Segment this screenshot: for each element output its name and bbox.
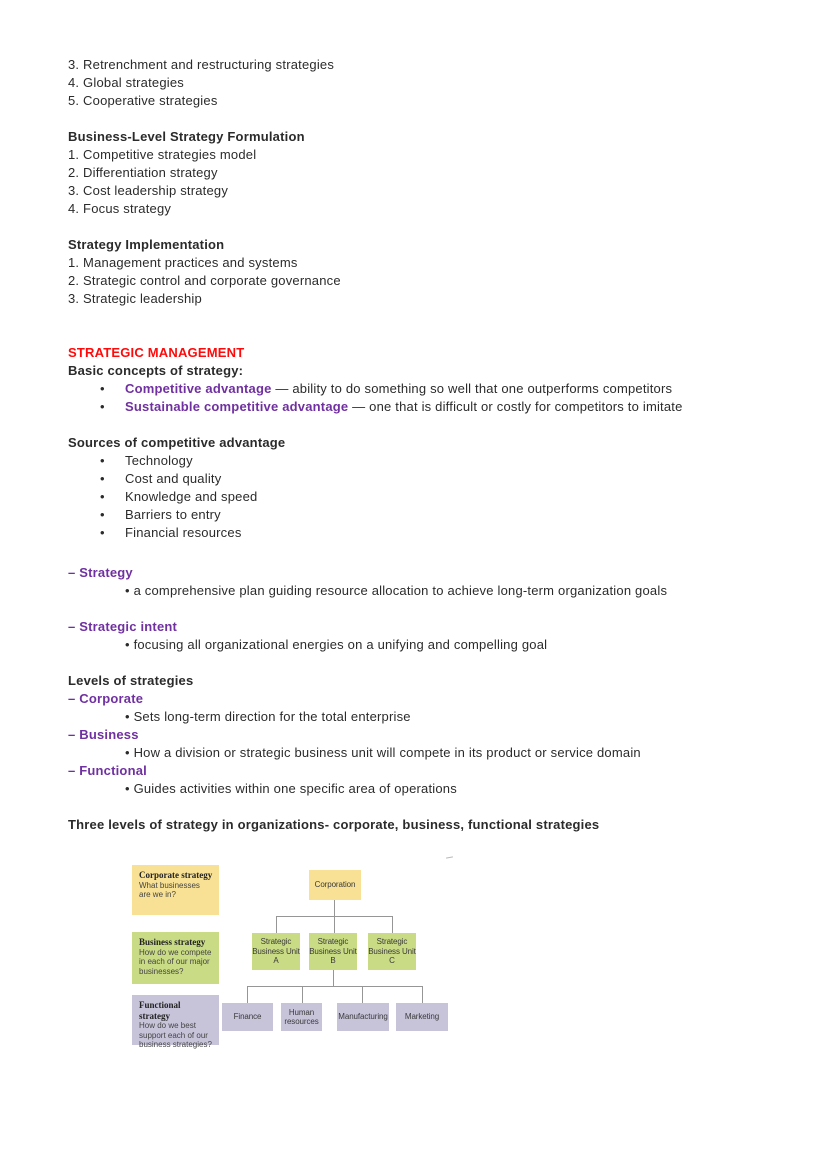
level-term: – Functional <box>68 763 147 778</box>
stray-mark <box>446 856 453 858</box>
sources-section <box>68 434 768 542</box>
strategic-management-section <box>68 344 768 416</box>
connector-line <box>334 900 335 916</box>
list-item: 1. Competitive strategies model <box>68 147 257 162</box>
connector-line <box>247 986 423 987</box>
strategic-intent-definition <box>68 618 768 654</box>
connector-line <box>334 916 335 933</box>
list-item: • Knowledge and speed <box>68 488 768 506</box>
node-manufacturing: Manufacturing <box>337 1003 389 1031</box>
list-item: • Cost and quality <box>68 470 768 488</box>
level-description: • Guides activities within one specific area of operations <box>125 781 457 796</box>
legend-title: Corporate strategy <box>139 870 213 880</box>
connector-line <box>247 986 248 1003</box>
node-corporation: Corporation <box>309 870 361 900</box>
level-term: – Business <box>68 727 139 742</box>
section-heading: Strategy Implementation <box>68 237 225 252</box>
legend-text: What businesses are we in? <box>139 880 200 899</box>
strategic-management-title: STRATEGIC MANAGEMENT <box>68 345 245 360</box>
definition-term: – Strategic intent <box>68 619 178 634</box>
connector-line <box>333 970 334 986</box>
node-sbu-b: Strategic Business Unit B <box>309 933 357 970</box>
definition-term: – Strategy <box>68 565 133 580</box>
definition-text: • a comprehensive plan guiding resource allocation to achieve long-term organization goals <box>125 583 668 598</box>
legend-functional-box <box>132 995 219 1049</box>
basic-concepts-heading: Basic concepts of strategy: <box>68 363 244 378</box>
concept-term: Competitive advantage <box>125 381 272 396</box>
connector-line <box>276 916 277 933</box>
list-item: 3. Retrenchment and restructuring strategies <box>68 57 335 72</box>
concept-definition: — one that is difficult or costly for competitors to imitate <box>352 399 683 414</box>
list-item: 5. Cooperative strategies <box>68 93 218 108</box>
connector-line <box>392 916 393 933</box>
concept-bullet <box>68 380 768 398</box>
business-level-section <box>68 128 768 218</box>
section-heading: Levels of strategies <box>68 673 194 688</box>
connector-line <box>362 986 363 1003</box>
legend-title: Business strategy <box>139 937 206 947</box>
connector-line <box>422 986 423 1003</box>
legend-title: Functional strategy <box>139 1000 181 1021</box>
list-item: 3. Cost leadership strategy <box>68 183 229 198</box>
legend-text: How do we best support each of our business strategies? <box>139 1021 212 1049</box>
node-sbu-c: Strategic Business Unit C <box>368 933 416 970</box>
definition-text: • focusing all organizational energies on a unifying and compelling goal <box>125 637 548 652</box>
connector-line <box>302 986 303 1003</box>
node-finance: Finance <box>222 1003 273 1031</box>
list-item: 4. Focus strategy <box>68 201 172 216</box>
list-item: 4. Global strategies <box>68 75 185 90</box>
level-description: • Sets long-term direction for the total enterprise <box>125 709 411 724</box>
concept-definition: — ability to do something so well that one outperforms competitors <box>275 381 673 396</box>
concept-term: Sustainable competitive advantage <box>125 399 349 414</box>
list-item: 2. Differentiation strategy <box>68 165 218 180</box>
list-item: • Barriers to entry <box>68 506 768 524</box>
legend-corporate-box <box>132 865 219 915</box>
list-item: 3. Strategic leadership <box>68 291 202 306</box>
corporate-strategies-continued-list <box>68 56 768 110</box>
concept-bullet <box>68 398 768 416</box>
diagram-heading: Three levels of strategy in organizations- corporate, business, functional strategies <box>68 817 600 832</box>
node-human-resources: Human resources <box>281 1003 322 1031</box>
list-item: • Financial resources <box>68 524 768 542</box>
strategy-implementation-section <box>68 236 768 308</box>
list-item: • Technology <box>68 452 768 470</box>
section-heading: Business-Level Strategy Formulation <box>68 129 305 144</box>
legend-business-box <box>132 932 219 984</box>
list-item: 1. Management practices and systems <box>68 255 298 270</box>
level-term: – Corporate <box>68 691 144 706</box>
node-marketing: Marketing <box>396 1003 448 1031</box>
list-item: 2. Strategic control and corporate governance <box>68 273 341 288</box>
levels-of-strategies-section <box>68 672 768 798</box>
strategy-definition <box>68 564 768 600</box>
level-description: • How a division or strategic business unit will compete in its product or service domain <box>125 745 641 760</box>
legend-text: How do we compete in each of our major businesses? <box>139 947 212 976</box>
strategy-levels-diagram <box>132 860 450 1048</box>
section-heading: Sources of competitive advantage <box>68 435 286 450</box>
node-sbu-a: Strategic Business Unit A <box>252 933 300 970</box>
